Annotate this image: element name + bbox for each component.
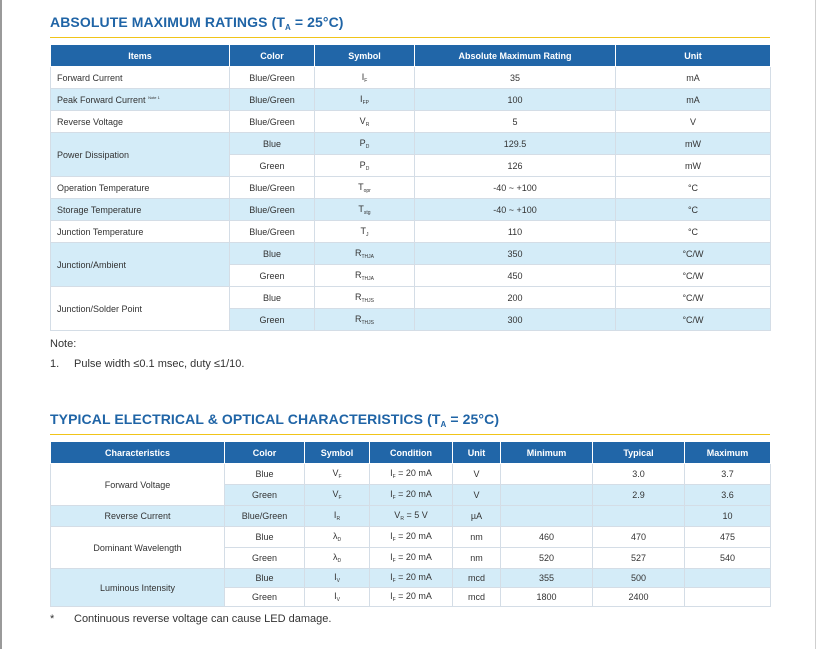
symbol-cell: $I_F$ (315, 67, 415, 89)
color-cell: Green (225, 588, 305, 607)
typical-characteristics-title: TYPICAL ELECTRICAL & OPTICAL CHARACTERISTICS $(T_A = 25^\circ C)$ (50, 411, 500, 429)
unit-cell: °C (616, 221, 771, 243)
maximum-cell: 475 (685, 527, 771, 548)
unit-cell: V (453, 485, 501, 506)
typical-cell: 3.0 (593, 464, 685, 485)
col-header-characteristics: Characteristics (51, 442, 225, 464)
rating-cell: 450 (415, 265, 616, 287)
table-row (51, 569, 771, 588)
unit-cell: nm (453, 548, 501, 569)
symbol-cell: $I_V$ (305, 569, 370, 588)
note-heading: Note: (50, 338, 77, 350)
col-header-color: Color (225, 442, 305, 464)
table-row (51, 287, 771, 309)
rating-cell: 35 (415, 67, 616, 89)
rating-cell: 110 (415, 221, 616, 243)
col-header-symbol: Symbol (305, 442, 370, 464)
condition-cell: $V_R = 5$ V (370, 506, 453, 527)
unit-cell: V (453, 464, 501, 485)
rating-cell: 129.5 (415, 133, 616, 155)
item-cell: Power Dissipation (51, 133, 230, 177)
col-header-items: Items (51, 45, 230, 67)
color-cell: Blue (230, 133, 315, 155)
color-cell: Green (230, 155, 315, 177)
note-item-1: 1. Pulse width ≤0.1 msec, duty ≤1/10. (50, 358, 245, 370)
page-left-edge (0, 0, 2, 649)
col-header-minimum: Minimum (501, 442, 593, 464)
table-row (51, 67, 771, 89)
rating-cell: -40 ~ +100 (415, 177, 616, 199)
unit-cell: °C/W (616, 265, 771, 287)
note-ref: Note 1 (148, 94, 160, 100)
symbol-cell: $R_{THJA}$ (315, 243, 415, 265)
col-header-unit: Unit (453, 442, 501, 464)
minimum-cell: 460 (501, 527, 593, 548)
unit-cell: nm (453, 527, 501, 548)
symbol-cell: $T_J$ (315, 221, 415, 243)
table-row (51, 89, 771, 111)
symbol-cell: $V_F$ (305, 464, 370, 485)
col-header-maximum: Maximum (685, 442, 771, 464)
item-cell: Reverse Voltage (51, 111, 230, 133)
color-cell: Blue/Green (230, 221, 315, 243)
typical-characteristics-table (50, 441, 771, 607)
table-row (51, 111, 771, 133)
symbol-cell: $R_{THJS}$ (315, 309, 415, 331)
typical-cell: 2400 (593, 588, 685, 607)
condition-cell: $I_F = 20$ mA (370, 464, 453, 485)
condition-cell: $I_F = 20$ mA (370, 485, 453, 506)
typical-cell: 470 (593, 527, 685, 548)
table-row (51, 243, 771, 265)
abs-max-title-rule (50, 37, 770, 38)
item-cell: Junction/Ambient (51, 243, 230, 287)
symbol-cell: $I_R$ (305, 506, 370, 527)
symbol-cell: $T_{opr}$ (315, 177, 415, 199)
unit-cell: mcd (453, 588, 501, 607)
maximum-cell: 10 (685, 506, 771, 527)
color-cell: Blue (225, 527, 305, 548)
typical-cell: 527 (593, 548, 685, 569)
unit-cell: °C/W (616, 287, 771, 309)
color-cell: Blue/Green (230, 177, 315, 199)
item-cell: Forward Current (51, 67, 230, 89)
rating-cell: 300 (415, 309, 616, 331)
typical-title-rule (50, 434, 770, 435)
rating-cell: 5 (415, 111, 616, 133)
unit-cell: mA (616, 89, 771, 111)
rating-cell: 350 (415, 243, 616, 265)
color-cell: Blue (230, 243, 315, 265)
characteristic-cell: Dominant Wavelength (51, 527, 225, 569)
table-row (51, 506, 771, 527)
typical-cell (593, 506, 685, 527)
maximum-cell (685, 569, 771, 588)
unit-cell: mW (616, 155, 771, 177)
minimum-cell: 520 (501, 548, 593, 569)
abs-max-header-row (51, 45, 771, 67)
minimum-cell (501, 506, 593, 527)
color-cell: Blue/Green (230, 199, 315, 221)
color-cell: Blue/Green (230, 89, 315, 111)
symbol-cell: $\lambda_D$ (305, 548, 370, 569)
symbol-cell: $P_D$ (315, 133, 415, 155)
unit-cell: °C/W (616, 243, 771, 265)
maximum-cell (685, 588, 771, 607)
minimum-cell: 355 (501, 569, 593, 588)
characteristic-cell: Forward Voltage (51, 464, 225, 506)
symbol-cell: $V_R$ (315, 111, 415, 133)
minimum-cell: 1800 (501, 588, 593, 607)
condition-cell: $I_F = 20$ mA (370, 527, 453, 548)
symbol-cell: $I_{FP}$ (315, 89, 415, 111)
rating-cell: -40 ~ +100 (415, 199, 616, 221)
condition-cell: $I_F = 20$ mA (370, 548, 453, 569)
color-cell: Blue/Green (230, 111, 315, 133)
rating-cell: 100 (415, 89, 616, 111)
col-header-condition: Condition (370, 442, 453, 464)
table-row (51, 199, 771, 221)
typical-cell: 2.9 (593, 485, 685, 506)
unit-cell: mW (616, 133, 771, 155)
unit-cell: V (616, 111, 771, 133)
characteristic-cell: Reverse Current (51, 506, 225, 527)
col-header-unit: Unit (616, 45, 771, 67)
maximum-cell: 3.6 (685, 485, 771, 506)
abs-max-title: ABSOLUTE MAXIMUM RATINGS $(T_A = 25^\circ C)$ (50, 14, 344, 32)
symbol-cell: $R_{THJA}$ (315, 265, 415, 287)
rating-cell: 126 (415, 155, 616, 177)
unit-cell: mA (616, 67, 771, 89)
table-row (51, 177, 771, 199)
col-header-symbol: Symbol (315, 45, 415, 67)
symbol-cell: $V_F$ (305, 485, 370, 506)
minimum-cell (501, 464, 593, 485)
condition-cell: $I_F = 20$ mA (370, 569, 453, 588)
unit-cell: µA (453, 506, 501, 527)
table-row (51, 221, 771, 243)
symbol-cell: $T_{stg}$ (315, 199, 415, 221)
maximum-cell: 540 (685, 548, 771, 569)
color-cell: Green (230, 309, 315, 331)
item-cell: Junction/Solder Point (51, 287, 230, 331)
color-cell: Blue (230, 287, 315, 309)
color-cell: Green (225, 485, 305, 506)
color-cell: Blue/Green (225, 506, 305, 527)
symbol-cell: $P_D$ (315, 155, 415, 177)
typical-cell: 500 (593, 569, 685, 588)
footnote: * Continuous reverse voltage can cause LED damage. (50, 613, 332, 625)
characteristic-cell: Luminous Intensity (51, 569, 225, 607)
color-cell: Green (230, 265, 315, 287)
symbol-cell: $R_{THJS}$ (315, 287, 415, 309)
unit-cell: °C/W (616, 309, 771, 331)
table-row (51, 464, 771, 485)
table-row (51, 527, 771, 548)
item-cell: Storage Temperature (51, 199, 230, 221)
symbol-cell: $I_V$ (305, 588, 370, 607)
col-header-color: Color (230, 45, 315, 67)
item-cell: Junction Temperature (51, 221, 230, 243)
unit-cell: °C (616, 199, 771, 221)
rating-cell: 200 (415, 287, 616, 309)
item-cell: Peak Forward Current $^{Note 1}$ (51, 89, 230, 111)
table-row (51, 133, 771, 155)
symbol-cell: $\lambda_D$ (305, 527, 370, 548)
abs-max-table (50, 44, 771, 331)
color-cell: Blue (225, 464, 305, 485)
color-cell: Blue/Green (230, 67, 315, 89)
color-cell: Blue (225, 569, 305, 588)
condition-cell: $I_F = 20$ mA (370, 588, 453, 607)
unit-cell: °C (616, 177, 771, 199)
maximum-cell: 3.7 (685, 464, 771, 485)
minimum-cell (501, 485, 593, 506)
item-cell: Operation Temperature (51, 177, 230, 199)
typical-header-row (51, 442, 771, 464)
color-cell: Green (225, 548, 305, 569)
col-header-rating: Absolute Maximum Rating (415, 45, 616, 67)
col-header-typical: Typical (593, 442, 685, 464)
unit-cell: mcd (453, 569, 501, 588)
